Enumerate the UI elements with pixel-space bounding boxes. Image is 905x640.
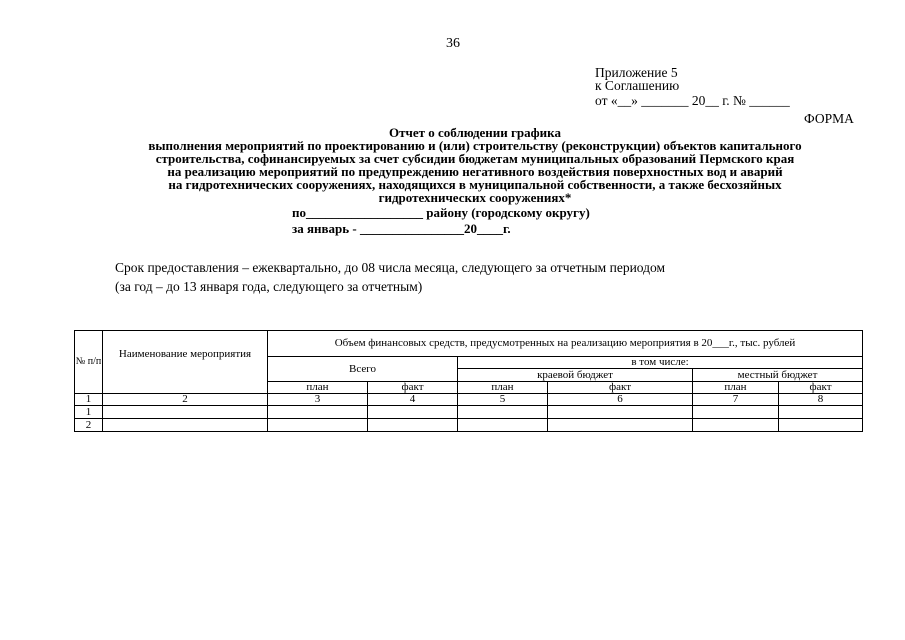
report-title-line-4: на реализацию мероприятий по предупреждению негативного воздействия поверхностных вод и аварий <box>167 164 783 179</box>
row-cell <box>548 419 693 432</box>
index-cell: 6 <box>548 394 693 406</box>
index-row <box>75 394 863 406</box>
row-number: 1 <box>75 406 103 419</box>
row-cell <box>548 406 693 419</box>
period-line: за январь - ________________20____г. <box>292 221 511 236</box>
row-cell <box>103 419 268 432</box>
header-regional-plan: план <box>458 382 548 394</box>
row-cell <box>268 406 368 419</box>
header-including: в том числе: <box>458 357 863 369</box>
index-cell: 5 <box>458 394 548 406</box>
form-label: ФОРМА <box>804 111 854 126</box>
header-total: Всего <box>268 357 458 382</box>
appendix-label: Приложение 5 <box>595 65 678 80</box>
header-regional-budget: краевой бюджет <box>458 369 693 382</box>
row-cell <box>693 406 779 419</box>
index-cell: 7 <box>693 394 779 406</box>
table-row <box>75 406 863 419</box>
index-cell: 2 <box>103 394 268 406</box>
index-cell: 8 <box>779 394 863 406</box>
row-cell <box>779 406 863 419</box>
deadline-annual-text: (за год – до 13 января года, следующего за отчетным) <box>115 279 423 294</box>
report-title-line-6: гидротехнических сооружениях* <box>378 190 572 205</box>
row-cell <box>368 406 458 419</box>
row-cell <box>693 419 779 432</box>
header-volume: Объем финансовых средств, предусмотренных на реализацию мероприятия в 20___г., тыс. рублей <box>268 331 863 357</box>
report-title: Отчет о соблюдении графика <box>389 125 561 140</box>
header-local-fact: факт <box>779 382 863 394</box>
row-cell <box>368 419 458 432</box>
report-table <box>74 330 863 432</box>
index-cell: 3 <box>268 394 368 406</box>
header-local-budget: местный бюджет <box>693 369 863 382</box>
header-name: Наименование мероприятия <box>103 331 268 394</box>
row-cell <box>268 419 368 432</box>
header-regional-fact: факт <box>548 382 693 394</box>
row-cell <box>779 419 863 432</box>
row-cell <box>458 406 548 419</box>
deadline-text: Срок предоставления – ежеквартально, до 08 числа месяца, следующего за отчетным периодом <box>115 260 666 275</box>
report-title-line-3: строительства, софинансируемых за счет субсидии бюджетам муниципальных образований Пермского края <box>155 151 795 166</box>
row-cell <box>458 419 548 432</box>
row-number: 2 <box>75 419 103 432</box>
header-num: № п/п <box>75 331 103 394</box>
index-cell: 1 <box>75 394 103 406</box>
header-total-fact: факт <box>368 382 458 394</box>
header-total-plan: план <box>268 382 368 394</box>
appendix-date-number: от «__» _______ 20__ г. № ______ <box>595 93 790 108</box>
page-number: 36 <box>446 36 460 51</box>
header-local-plan: план <box>693 382 779 394</box>
district-line: по__________________ району (городскому округу) <box>292 205 590 220</box>
report-title-line-5: на гидротехнических сооружениях, находящихся в муниципальной собственности, а также бесхозяйных <box>168 177 782 192</box>
appendix-agreement: к Соглашению <box>595 78 680 93</box>
index-cell: 4 <box>368 394 458 406</box>
row-cell <box>103 406 268 419</box>
report-title-line-2: выполнения мероприятий по проектированию и (или) строительству (реконструкции) объектов капитального <box>148 138 802 153</box>
table-row <box>75 419 863 432</box>
